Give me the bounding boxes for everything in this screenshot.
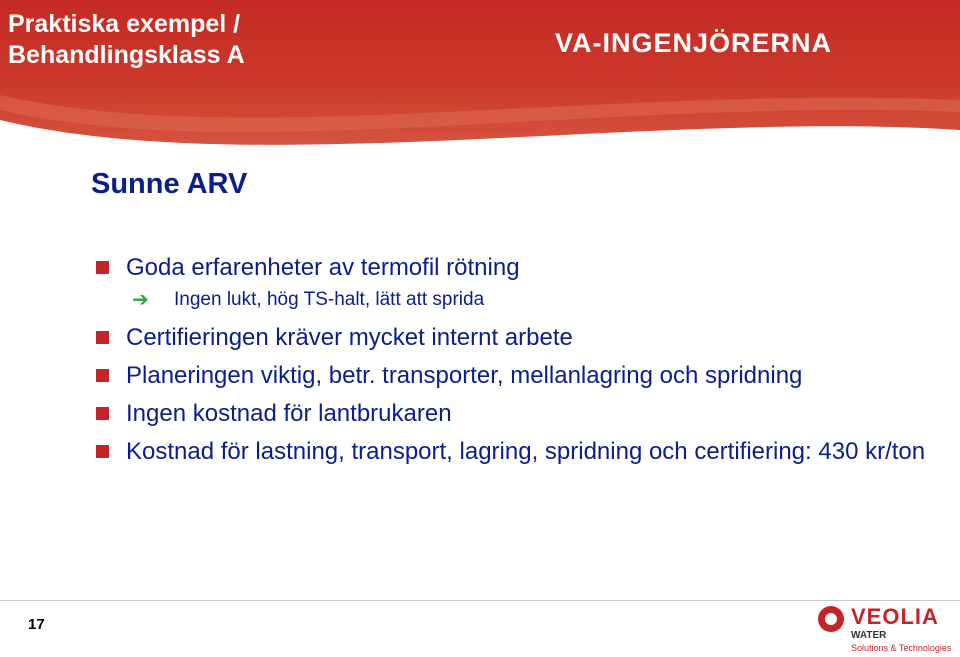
veolia-tagline: Solutions & Technologies [851,643,952,653]
bullet-text: Ingen kostnad för lantbrukaren [126,400,452,427]
sub-bullet-item [92,288,952,312]
veolia-logo [816,602,952,657]
footer-divider [0,600,960,601]
bullet-square-icon [96,331,109,344]
bullet-text: Kostnad för lastning, transport, lagring, spridning och certifiering: 430 kr/ton [126,438,926,465]
bullet-item [92,398,952,430]
header-title-line2: Behandlingsklass A [8,41,245,69]
slide-subtitle: Sunne ARV [91,168,248,200]
bullet-item [92,252,952,284]
sub-bullet-text: Ingen lukt, hög TS-halt, lätt att sprida [174,289,485,310]
header-banner [0,0,960,160]
bullet-square-icon [96,261,109,274]
veolia-water: WATER [851,630,887,641]
bullet-item [92,360,952,392]
bullet-item [92,322,952,354]
page-number: 17 [28,616,45,633]
brand-logo-text: VA-INGENJÖRERNA [555,28,833,58]
bullet-square-icon [96,407,109,420]
arrow-right-icon: ➔ [132,289,149,311]
bullet-text: Planeringen viktig, betr. transporter, mellanlagring och spridning [126,362,803,389]
bullet-list [92,252,952,474]
header-title [8,9,245,71]
bullet-item [92,436,952,468]
veolia-drop-icon [816,604,846,634]
bullet-square-icon [96,445,109,458]
header-title-line1: Praktiska exempel / [8,10,241,38]
veolia-word: VEOLIA [851,604,939,629]
bullet-text: Goda erfarenheter av termofil rötning [126,254,520,281]
bullet-text: Certifieringen kräver mycket internt arbete [126,324,573,351]
bullet-square-icon [96,369,109,382]
